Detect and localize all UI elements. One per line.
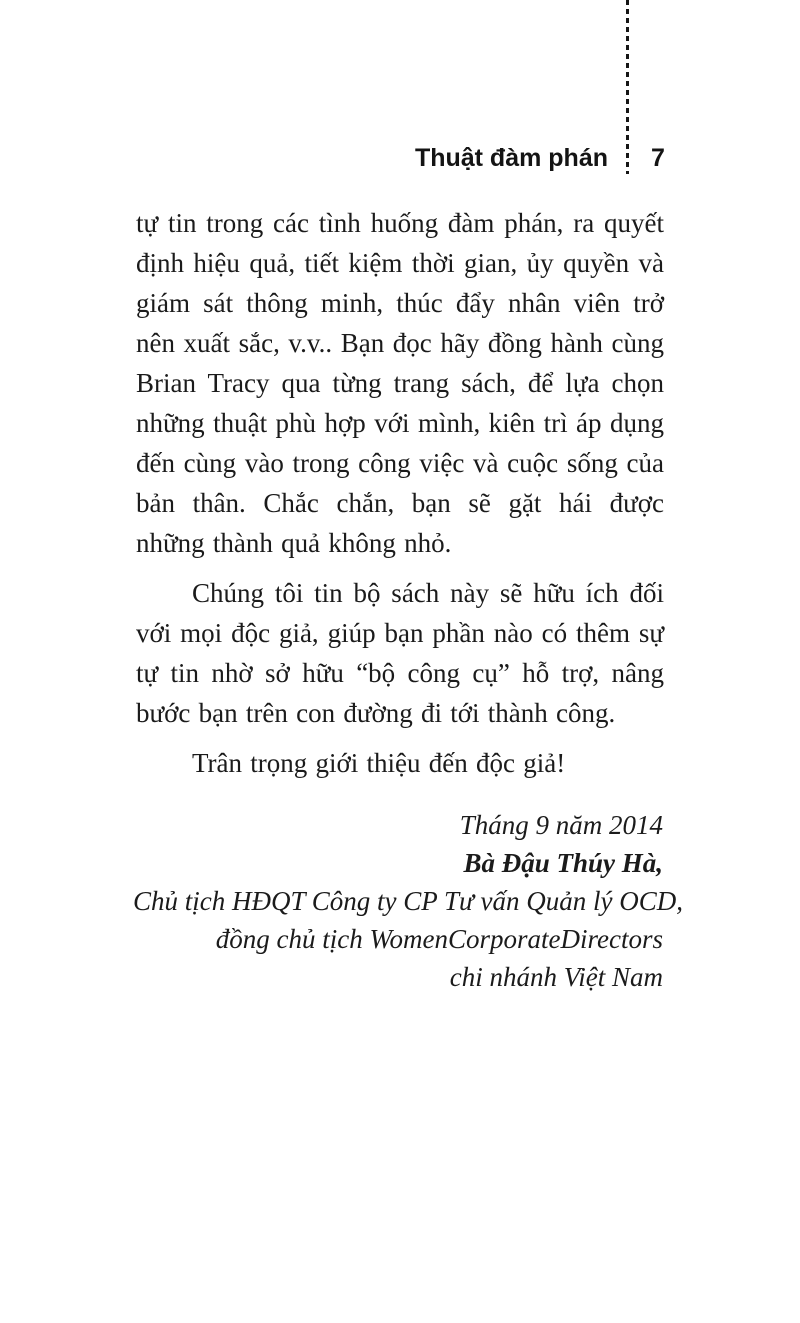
- signature-title-line-3: chi nhánh Việt Nam: [449, 962, 663, 992]
- body-text: [136, 203, 664, 783]
- signature-title-line-2: đồng chủ tịch WomenCorporateDirectors: [215, 924, 663, 954]
- paragraph: Chúng tôi tin bộ sách này sẽ hữu ích đối với mọi độc giả, giúp bạn phần nào có thêm sự tự tin nhờ sở hữu “bộ công cụ” hỗ trợ, nâng bước bạn trên con đường đi tới thành công.: [136, 578, 664, 728]
- paragraph-continuation: tự tin trong các tình huống đàm phán, ra quyết định hiệu quả, tiết kiệm thời gian, ủy quyền và giám sát thông minh, thúc đẩy nhân viên trở nên xuất sắc, v.v.. Bạn đọc hãy đồng hành cùng Brian Tracy qua từng trang sách, để lựa chọn những thuật phù hợp với mình, kiên trì áp dụng đến cùng vào trong công việc và cuộc sống của bản thân. Chắc chắn, bạn sẽ gặt hái được những thành quả không nhỏ.: [136, 208, 664, 558]
- header-divider-line: [626, 0, 629, 174]
- signature-title-line-1: Chủ tịch HĐQT Công ty CP Tư vấn Quản lý OCD,: [133, 886, 683, 916]
- signature-date: Tháng 9 năm 2014: [459, 810, 663, 840]
- running-title: Thuật đàm phán: [414, 144, 608, 172]
- paragraph-closing-line: Trân trọng giới thiệu đến độc giả!: [192, 748, 566, 778]
- signature-name: Bà Đậu Thúy Hà,: [463, 848, 663, 878]
- page-number: 7: [651, 144, 665, 172]
- signature-block: [133, 806, 683, 996]
